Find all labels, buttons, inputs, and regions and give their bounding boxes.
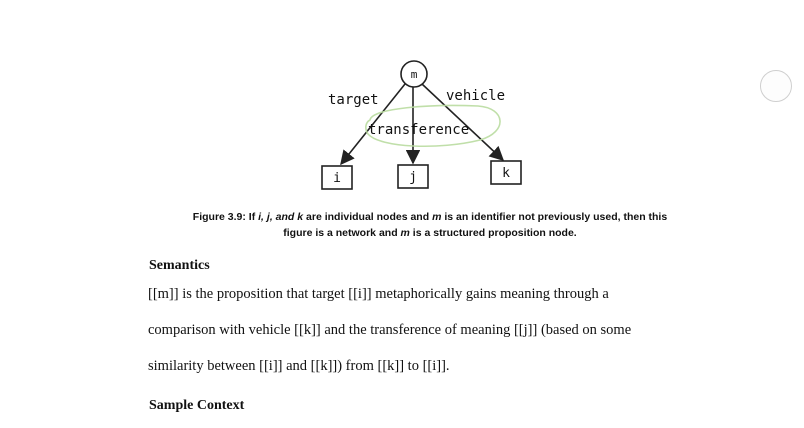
semantic-network-diagram	[0, 0, 804, 200]
semantics-line-1: [[m]] is the proposition that target [[i]] metaphorically gains meaning through a	[148, 286, 609, 302]
caption-var-i: i,	[258, 211, 264, 223]
caption-mid: are individual nodes and	[303, 211, 433, 223]
figure-caption	[150, 209, 710, 241]
caption-var-k: and k	[275, 211, 304, 223]
caption-line2a: figure is a network and	[283, 227, 401, 239]
semantics-heading: Semantics	[149, 258, 210, 273]
node-i-label: i	[333, 171, 341, 186]
caption-line-1	[150, 209, 710, 225]
caption-rest1: is an identifier not previously used, then this	[441, 211, 668, 223]
semantics-line-3: similarity between [[i]] and [[k]]) from [[k]] to [[i]].	[148, 358, 450, 374]
node-m-label: m	[410, 68, 418, 81]
sample-context-heading: Sample Context	[149, 398, 245, 413]
node-k-label: k	[502, 166, 510, 181]
caption-var-m2: m	[400, 227, 410, 239]
caption-line-2	[150, 225, 710, 241]
semantics-line-2: comparison with vehicle [[k]] and the transference of meaning [[j]] (based on some	[148, 322, 632, 338]
target-label: target	[328, 92, 379, 108]
vehicle-label: vehicle	[446, 88, 506, 104]
transference-label: transference	[368, 122, 470, 138]
caption-line2b: is a structured proposition node.	[409, 227, 577, 239]
caption-prefix: Figure 3.9: If	[192, 211, 259, 223]
caption-var-m1: m	[432, 211, 442, 223]
caption-var-j: j,	[266, 211, 273, 223]
node-j-label: j	[409, 170, 417, 185]
